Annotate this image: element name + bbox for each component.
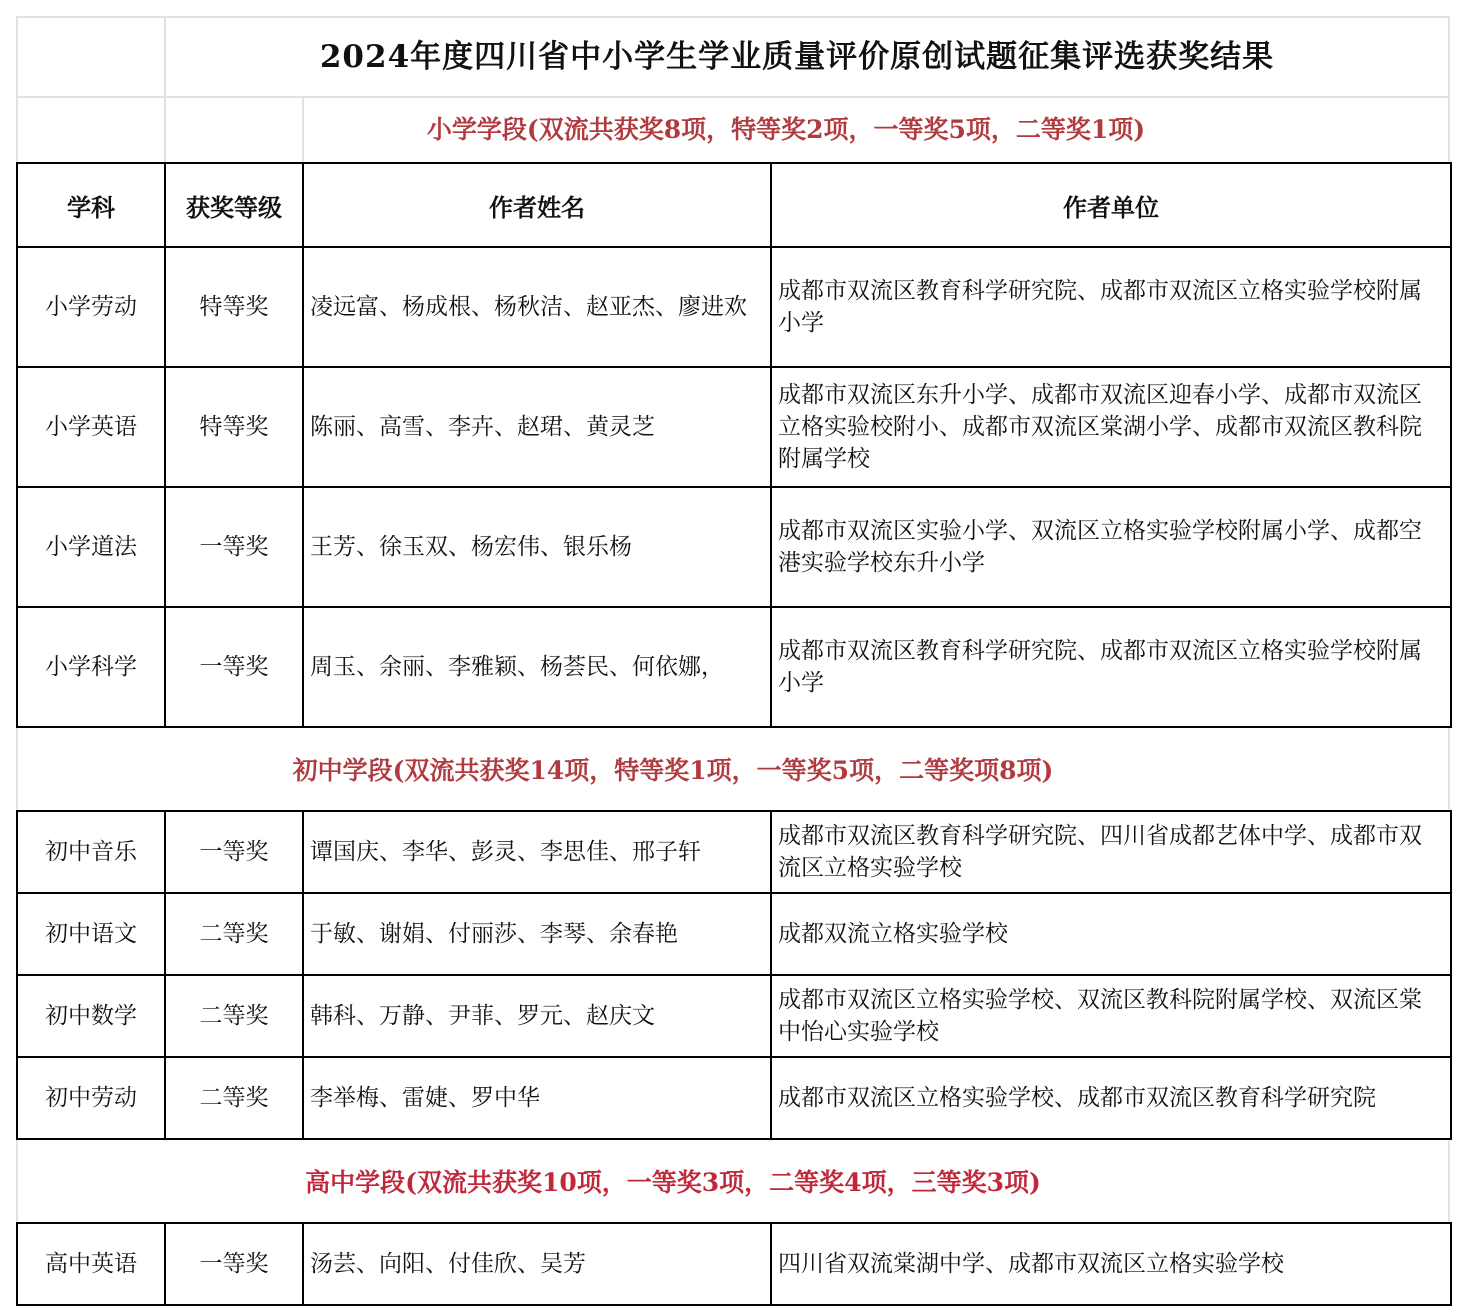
level-cell: 二等奖 — [165, 975, 303, 1057]
subject-cell: 初中数学 — [17, 975, 165, 1057]
subject-cell: 小学道法 — [17, 487, 165, 607]
authors-cell: 陈丽、高雪、李卉、赵珺、黄灵芝 — [303, 367, 771, 487]
section-heading-primary: 小学学段(双流共获奖8项，特等奖2项，一等奖5项，二等奖1项) — [302, 96, 1450, 162]
results-table-junior — [16, 810, 1452, 1140]
section-heading-senior: 高中学段(双流共获奖10项，一等奖3项，二等奖4项，三等奖3项) — [16, 1140, 1450, 1222]
subject-cell: 小学科学 — [17, 607, 165, 727]
header-units: 作者单位 — [771, 163, 1451, 247]
title-row — [16, 16, 1450, 96]
table-row — [17, 607, 1451, 727]
authors-cell: 王芳、徐玉双、杨宏伟、银乐杨 — [303, 487, 771, 607]
level-cell: 特等奖 — [165, 367, 303, 487]
header-subject: 学科 — [17, 163, 165, 247]
blank-cell — [164, 96, 302, 162]
authors-cell: 凌远富、杨成根、杨秋洁、赵亚杰、廖进欢 — [303, 247, 771, 367]
award-results-sheet — [16, 16, 1450, 1306]
table-row — [17, 247, 1451, 367]
section-heading-row-primary — [16, 96, 1450, 162]
table-header-row — [17, 163, 1451, 247]
table-row — [17, 1223, 1451, 1305]
subject-cell: 高中英语 — [17, 1223, 165, 1305]
level-cell: 一等奖 — [165, 1223, 303, 1305]
header-authors: 作者姓名 — [303, 163, 771, 247]
units-cell: 成都市双流区教育科学研究院、成都市双流区立格实验学校附属小学 — [771, 607, 1451, 727]
level-cell: 一等奖 — [165, 487, 303, 607]
units-cell: 成都市双流区东升小学、成都市双流区迎春小学、成都市双流区立格实验校附小、成都市双流区棠湖小学、成都市双流区教科院附属学校 — [771, 367, 1451, 487]
table-row — [17, 811, 1451, 893]
level-cell: 一等奖 — [165, 607, 303, 727]
authors-cell: 周玉、余丽、李雅颖、杨荟民、何依娜， — [303, 607, 771, 727]
level-cell: 二等奖 — [165, 893, 303, 975]
blank-cell — [16, 96, 164, 162]
blank-cell — [16, 16, 164, 96]
header-level: 获奖等级 — [165, 163, 303, 247]
units-cell: 成都市双流区实验小学、双流区立格实验学校附属小学、成都空港实验学校东升小学 — [771, 487, 1451, 607]
section-heading-junior: 初中学段(双流共获奖14项，特等奖1项，一等奖5项，二等奖项8项) — [16, 728, 1450, 810]
table-row — [17, 367, 1451, 487]
table-row — [17, 1057, 1451, 1139]
level-cell: 二等奖 — [165, 1057, 303, 1139]
units-cell: 成都市双流区教育科学研究院、四川省成都艺体中学、成都市双流区立格实验学校 — [771, 811, 1451, 893]
subject-cell: 初中劳动 — [17, 1057, 165, 1139]
units-cell: 成都市双流区立格实验学校、双流区教科院附属学校、双流区棠中怡心实验学校 — [771, 975, 1451, 1057]
results-table-senior — [16, 1222, 1452, 1306]
authors-cell: 李举梅、雷婕、罗中华 — [303, 1057, 771, 1139]
table-row — [17, 487, 1451, 607]
subject-cell: 初中音乐 — [17, 811, 165, 893]
authors-cell: 韩科、万静、尹菲、罗元、赵庆文 — [303, 975, 771, 1057]
results-table-primary — [16, 162, 1452, 728]
units-cell: 四川省双流棠湖中学、成都市双流区立格实验学校 — [771, 1223, 1451, 1305]
units-cell: 成都双流立格实验学校 — [771, 893, 1451, 975]
units-cell: 成都市双流区立格实验学校、成都市双流区教育科学研究院 — [771, 1057, 1451, 1139]
subject-cell: 小学英语 — [17, 367, 165, 487]
table-row — [17, 893, 1451, 975]
units-cell: 成都市双流区教育科学研究院、成都市双流区立格实验学校附属小学 — [771, 247, 1451, 367]
subject-cell: 初中语文 — [17, 893, 165, 975]
subject-cell: 小学劳动 — [17, 247, 165, 367]
level-cell: 一等奖 — [165, 811, 303, 893]
authors-cell: 谭国庆、李华、彭灵、李思佳、邢子轩 — [303, 811, 771, 893]
authors-cell: 汤芸、向阳、付佳欣、吴芳 — [303, 1223, 771, 1305]
level-cell: 特等奖 — [165, 247, 303, 367]
authors-cell: 于敏、谢娟、付丽莎、李琴、余春艳 — [303, 893, 771, 975]
page-title: 2024年度四川省中小学生学业质量评价原创试题征集评选获奖结果 — [164, 16, 1450, 96]
table-row — [17, 975, 1451, 1057]
